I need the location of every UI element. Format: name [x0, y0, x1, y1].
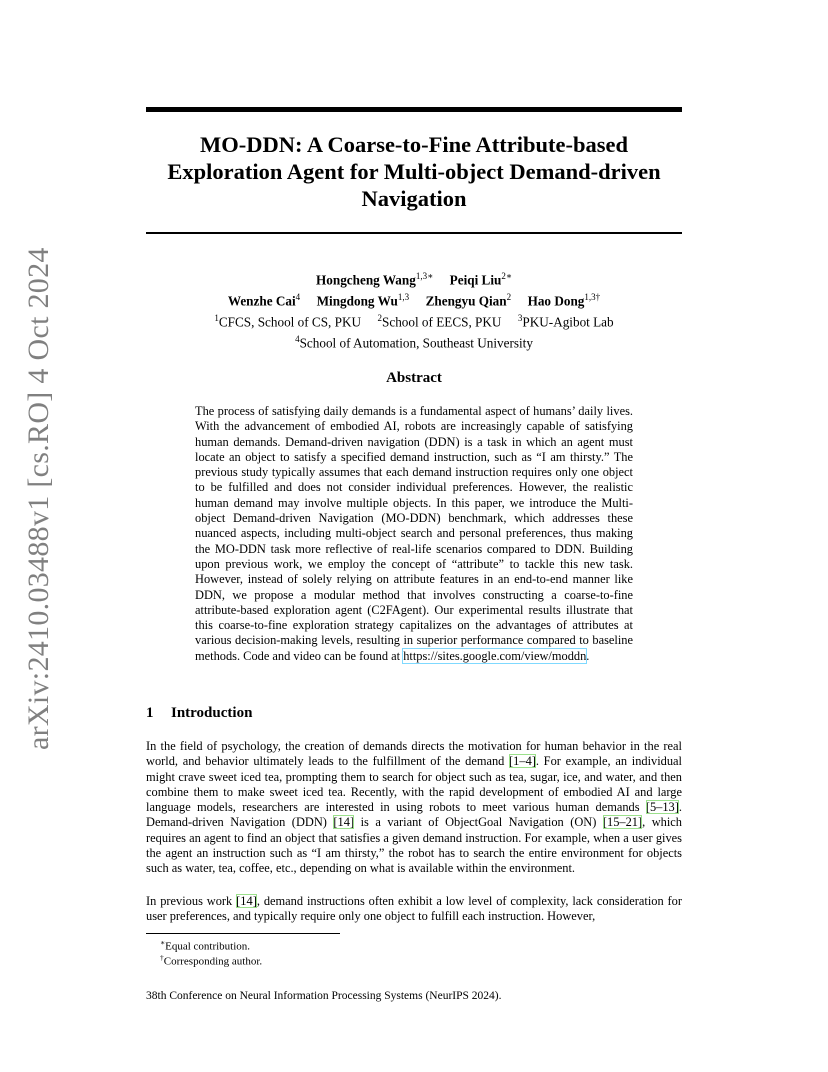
citation-link[interactable]: [14] [333, 815, 355, 830]
affiliation-line-1 [146, 310, 682, 331]
title-top-rule [146, 107, 682, 112]
affil-marker: 2 [377, 312, 382, 323]
footnote-marker: ∗ [160, 938, 166, 947]
affiliation: CFCS, School of CS, PKU [218, 314, 362, 330]
affil-marker: 4 [295, 333, 300, 344]
text: . For example, an individual might crave sweet iced tea, prompting them to search for object such as tea, sugar, ice, and water, and then combine them to make sweet iced tea. Recently, with the rapid development of embodied AI and large language models, researchers are interested in using robots to meet various human demands [146, 754, 682, 815]
affiliation: School of Automation, Southeast University [299, 335, 533, 351]
footnote-marker: † [160, 953, 164, 962]
author-affil-marker: 1,3 [397, 291, 410, 302]
title-bottom-rule [146, 232, 682, 234]
footnote-text: Corresponding author. [163, 955, 263, 968]
affiliation: PKU-Agibot Lab [522, 314, 614, 330]
footnote-rule [146, 933, 340, 934]
author-affil-marker: 1,3† [584, 291, 601, 302]
text: In the field of psychology, the creation of demands directs the motivation for human behavior in the real world, and behavior ultimately leads to the fulfillment of the demand [146, 739, 682, 769]
abstract-end: . [586, 648, 590, 663]
intro-paragraph-2 [146, 894, 682, 925]
affil-marker: 1 [214, 312, 219, 323]
abstract-text: The process of satisfying daily demands is a fundamental aspect of humans’ daily lives. With the advancement of embodied AI, robots are increasingly capable of satisfying human demands. Demand-driven navigation (DDN) is a task in which an agent must locate an object to satisfy a specified demand instruction, such as “I am thirsty.” The previous study typically assumes that each demand instruction requires only one object to be fulfilled and does not consider individual preferences. However, the realistic human demand may involve multiple objects. In this paper, we introduce the Multi-object Demand-driven Navigation (MO-DDN) benchmark, which addresses these nuanced aspects, including multi-object search and personal preferences, thus making the MO-DDN task more reflective of real-life scenarios compared to DDN. Building upon previous work, we employ the concept of “attribute” to tackle this new task. However, instead of solely relying on attribute features in an end-to-end manner like DDN, we propose a modular method that involves constructing a coarse-to-fine attribute-based exploration agent (C2FAgent). Our experimental results illustrate that this coarse-to-fine exploration strategy capitalizes on the advantages of attributes at various decision-making levels, resulting in superior performance compared to baseline methods. Code and video can be found at [195, 404, 633, 663]
citation-link[interactable]: [14] [236, 894, 257, 908]
author-block [146, 268, 682, 352]
author-name: Peiqi Liu [449, 272, 502, 288]
abstract-heading: Abstract [386, 370, 442, 386]
author-affil-marker: 4 [295, 291, 301, 302]
affiliation-line-2 [146, 331, 682, 352]
text: , demand instructions often exhibit a low level of complexity, lack consideration for user preferences, and typically require only one object to fulfill each instruction. However, [146, 894, 682, 924]
author-line-2 [146, 289, 682, 310]
project-link[interactable]: https://sites.google.com/view/moddn [403, 648, 587, 663]
author-name: Zhengyu Qian [425, 293, 507, 309]
author-name: Mingdong Wu [316, 293, 398, 309]
author-name: Hao Dong [527, 293, 585, 309]
abstract-body [195, 404, 633, 664]
text: is a variant of ObjectGoal Navigation (ON) [354, 815, 603, 830]
section-title: Introduction [171, 705, 253, 721]
affiliation: School of EECS, PKU [382, 314, 502, 330]
author-affil-marker: 2∗ [501, 271, 512, 281]
citation-link[interactable]: [5–13] [645, 800, 679, 815]
venue-line: 38th Conference on Neural Information Processing Systems (NeurIPS 2024). [146, 990, 502, 1002]
citation-link[interactable]: [1–4] [509, 754, 536, 769]
author-affil-marker: 2 [506, 291, 512, 302]
section-heading [146, 705, 252, 722]
section-number: 1 [146, 705, 154, 721]
author-line-1 [146, 268, 682, 289]
footnote-corresponding-author [160, 951, 262, 969]
text: , which requires an agent to find an object that satisfies a given demand instruction. For example, when a user gives the agent an instruction such as “I am thirsty,” the robot has to search the entire environment for objects such as water, tea, coffee, etc., depending on what is available within the environment. [146, 815, 683, 876]
author-affil-marker: 1,3∗ [415, 271, 434, 281]
intro-paragraph-1 [146, 739, 682, 877]
author-name: Hongcheng Wang [316, 272, 416, 288]
citation-link[interactable]: [15–21] [602, 815, 643, 830]
text: In previous work [146, 894, 237, 908]
text: . Demand-driven Navigation (DDN) [146, 800, 682, 830]
affil-marker: 3 [517, 312, 523, 323]
arxiv-watermark: arXiv:2410.03488v1 [cs.RO] 4 Oct 2024 [22, 247, 55, 750]
author-name: Wenzhe Cai [227, 293, 296, 309]
footnote-text: Equal contribution. [165, 940, 251, 953]
paper-title: MO-DDN: A Coarse-to-Fine Attribute-based Exploration Agent for Multi-object Demand-driven Navigation [167, 132, 661, 211]
